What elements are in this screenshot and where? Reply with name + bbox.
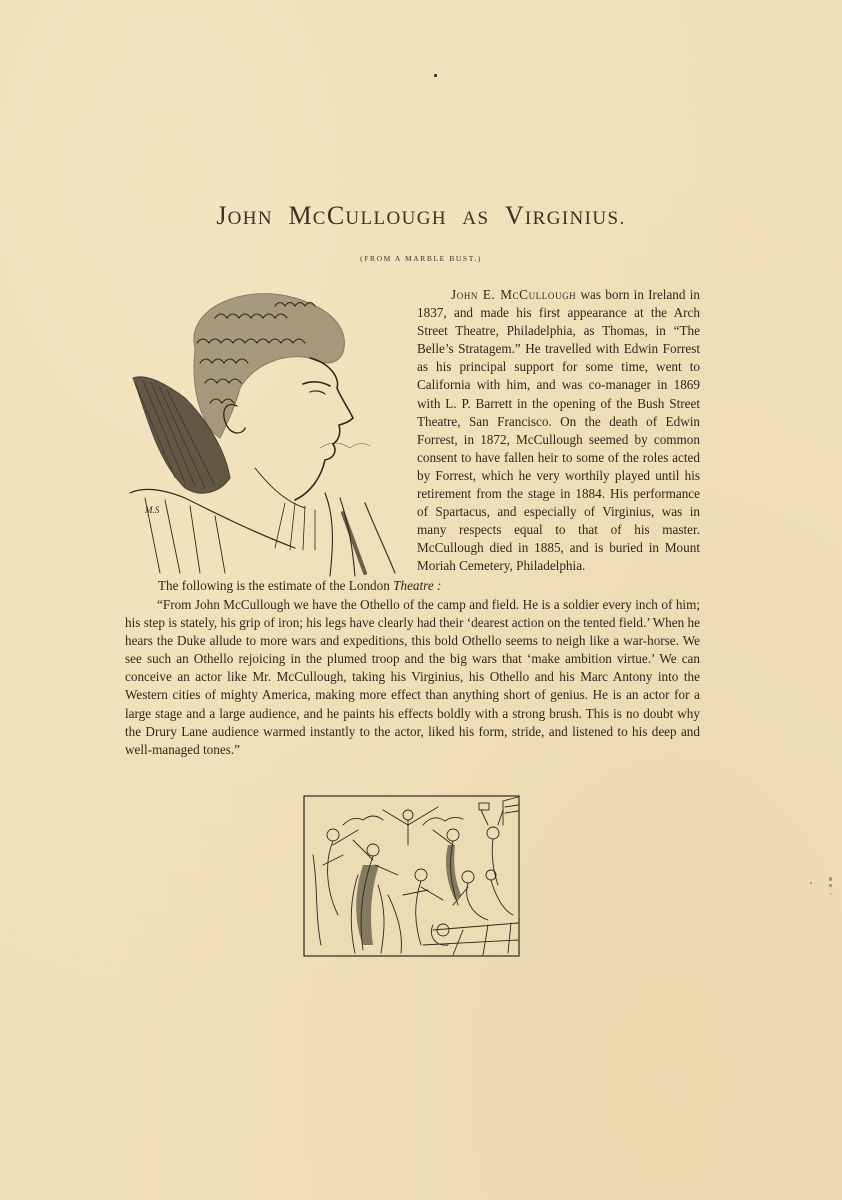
biography-paragraph: John E. McCullough was born in Ireland in 1837, and made his first appearance at the Arch Street Theatre, Philadelphia, as Thomas, in “The Belle’s Stratagem.” He travelled with Edwin Forrest as his principal support for some time, went to California with him, and was co-manager in 1869 with L. P. Barrett in the opening of the Bush Street Theatre, San Francisco. On the death of Edwin Forrest, in 1872, McCullough seemed by common consent to have fallen heir to some of the roles acted by Forrest, which he very worthily played until his retirement from the stage in 1884. His performance of Spartacus, and especially of Virginius, was in many respects equal to that of his master. McCullough died in 1885, and is buried in Mount Moriah Cemetery, Philadelphia. [417,287,700,574]
printer-mark [434,74,437,77]
bio-name: John E. McCullough [451,287,577,302]
artist-signature: M.S [145,505,160,515]
portrait-engraving [125,288,408,578]
page-subtitle: (FROM A MARBLE BUST.) [360,254,482,263]
quote-intro: The following is the estimate of the London Theatre : [158,578,442,593]
theatre-quote: “From John McCullough we have the Othello of the camp and field. He is a soldier every inch of him; his step is stately, his grip of iron; his legs have clearly had their ‘dearest action on the tented field.’ When he hears the Duke allude to more wars and expeditions, this bold Othello seems to neigh like a war-horse. We see such an Othello rejoicing in the plumed troop and the big wars that ‘make ambition virtue.’ We can conceive an actor like Mr. McCullough, taking his Virginius, his Othello and his Marc Antony into the Western cities of mighty America, making more effect than anything short of genius. He is an actor for a large stage and a large audience, and he paints his effects boldly with a strong brush. This is no doubt why the Drury Lane audience warmed instantly to the actor, liked his form, stride, and listened to his deep and well-managed tones.” [125,597,700,757]
page-title: JOHN MCCULLOUGH AS VIRGINIUS. [216,201,626,230]
publication-name: Theatre : [393,578,442,593]
crowd-scene-engraving [303,795,520,957]
